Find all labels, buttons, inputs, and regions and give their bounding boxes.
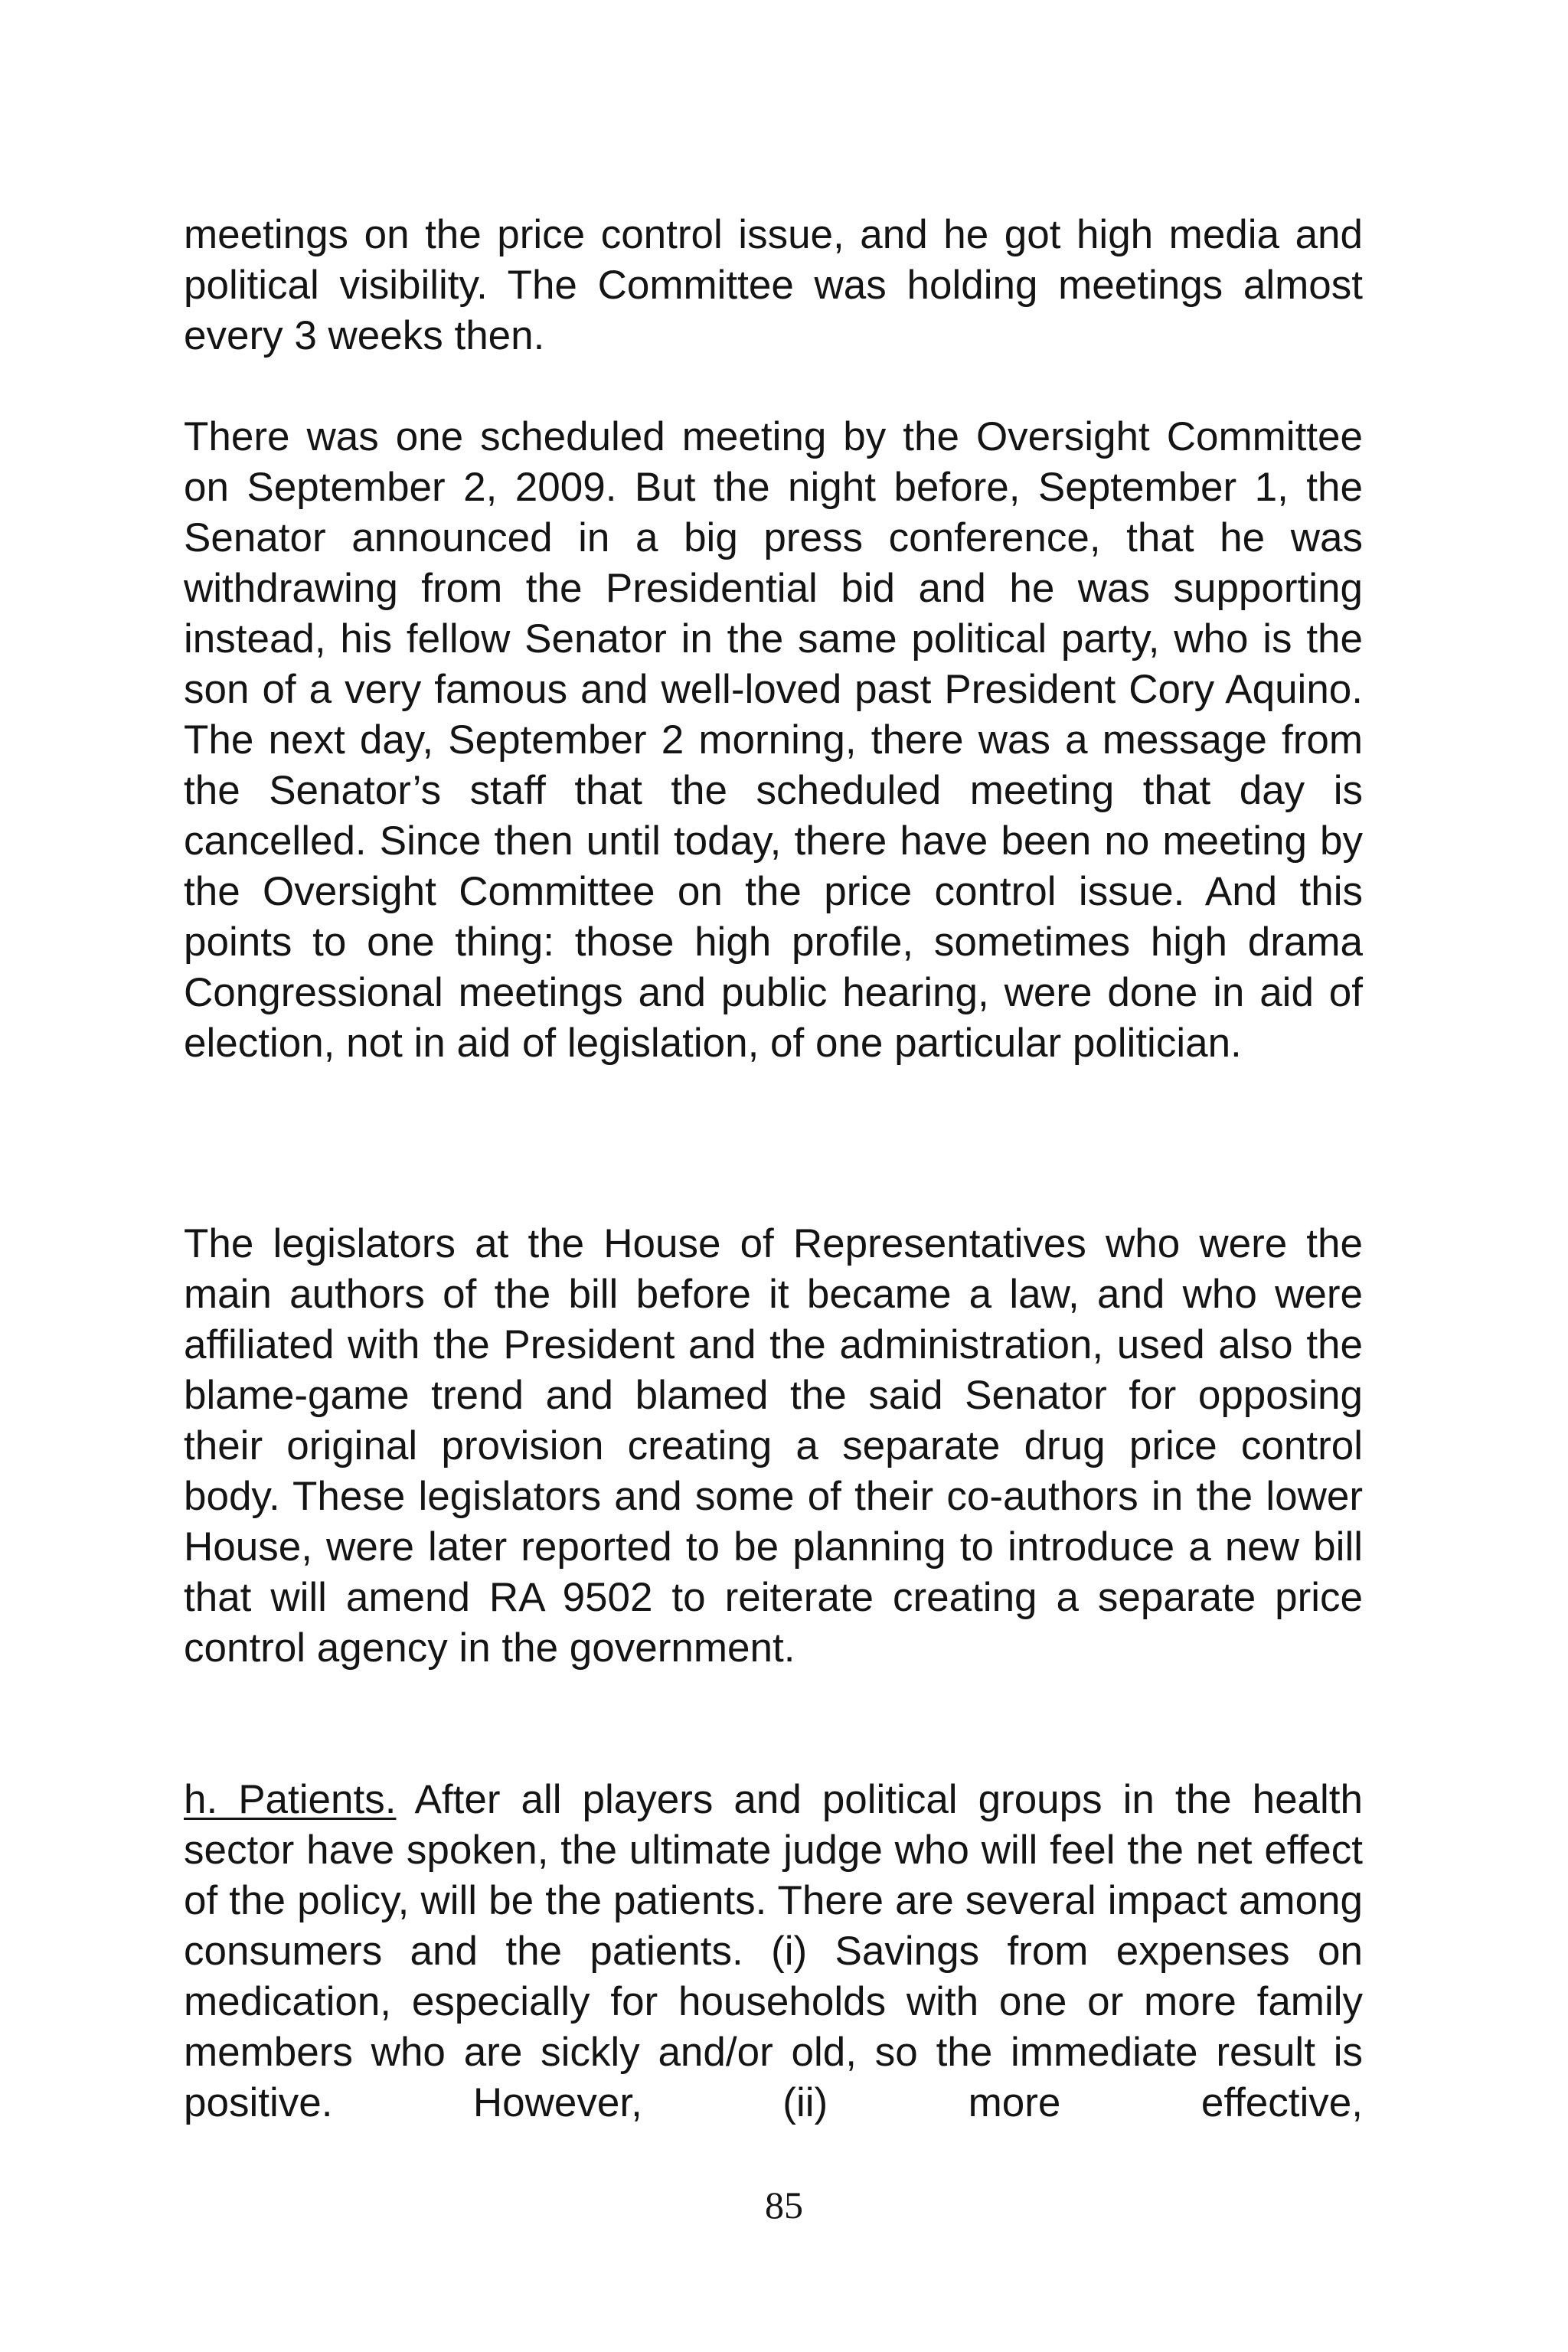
paragraph-committee-meetings xyxy=(184,210,1363,361)
paragraph-text: The legislators at the House of Representatives who were the main authors of the bill before it became a law, and who were affiliated with the President and the administration, used also the blame-game trend and blamed the said Senator for opposing their original provision creating a separate drug price control body. These legislators and some of their co-authors in the lower House, were later reported to be planning to introduce a new bill that will amend RA 9502 to reiterate creating a separate price control agency in the government. xyxy=(184,1221,1363,1671)
page-number: 85 xyxy=(765,2184,803,2226)
paragraph-text: There was one scheduled meeting by the Oversight Committee on September 2, 2009. But the night before, September 1, the Senator announced in a big press conference, that he was withdrawing from the Presidential bid and he was supporting instead, his fellow Senator in the same political party, who is the son of a very famous and well-loved past President Cory Aquino. The next day, September 2 morning, there was a message from the Senator’s staff that the scheduled meeting that day is cancelled. Since then until today, there have been no meeting by the Oversight Committee on the price control issue. And this points to one thing: those high profile, sometimes high drama Congressional meetings and public hearing, were done in aid of election, not in aid of legislation, of one particular politician. xyxy=(184,414,1363,1066)
paragraph-text: meetings on the price control issue, and he got high media and political visibility. The Committee was holding meetings almost every 3 weeks then. xyxy=(184,212,1363,358)
paragraph-text: After all players and political groups in the health sector have spoken, the ultimate judge who will feel the net effect of the policy, will be the patients. There are several impact among consumers and the patients. (i) Savings from expenses on medication, especially for households with one or more family members who are sickly and/or old, so the immediate result is positive. However, (ii) more effective, xyxy=(184,1777,1363,2125)
paragraph-oversight-meeting xyxy=(184,412,1363,1069)
section-heading-patients: h. Patients. xyxy=(184,1777,397,1822)
paragraph-house-legislators xyxy=(184,1219,1363,1674)
paragraph-patients xyxy=(184,1775,1363,2128)
